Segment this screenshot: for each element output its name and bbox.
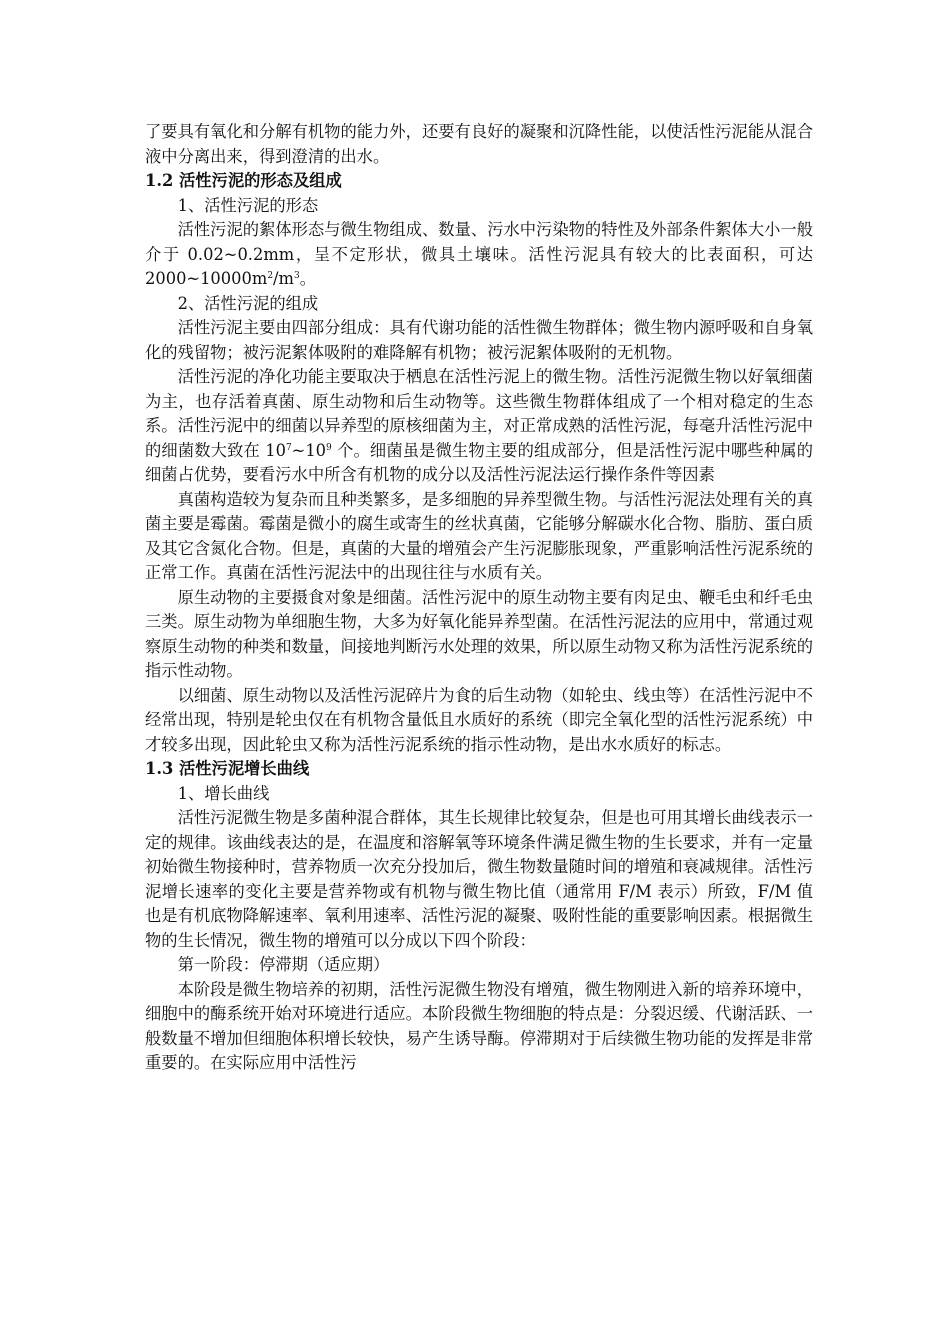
subheading-morphology: 1、活性污泥的形态 bbox=[177, 195, 319, 215]
subheading-lag-phase: 第一阶段：停滞期（适应期） bbox=[177, 955, 390, 974]
paragraph-morphology bbox=[145, 218, 813, 292]
text-run: 个。细菌虽是微生物主要的组成部分，但是活性污泥中哪些种属的细菌占优势，要看污水中所含有机物的成分以及活性污泥法运行操作条件等因素 bbox=[145, 440, 813, 484]
superscript: 2 bbox=[267, 271, 274, 281]
text-run: /m bbox=[273, 269, 294, 288]
text-run: ~10 bbox=[291, 440, 327, 460]
subheading-composition: 2、活性污泥的组成 bbox=[177, 293, 319, 313]
paragraph-fungi: 真菌构造较为复杂而且种类繁多，是多细胞的异养型微生物。与活性污泥法处理有关的真菌主要是霉菌。霉菌是微小的腐生或寄生的丝状真菌，它能够分解碳水化合物、脂肪、蛋白质及其它含氮化合物。但是，真菌的大量的增殖会产生污泥膨胀现象，严重影响活性污泥系统的正常工作。真菌在活性污泥法中的出现往往与水质有关。 bbox=[145, 489, 813, 582]
paragraph-microorganisms bbox=[145, 365, 813, 488]
paragraph-lag-phase: 本阶段是微生物培养的初期，活性污泥微生物没有增殖，微生物刚进入新的培养环境中，细胞中的酶系统开始对环境进行适应。本阶段微生物细胞的特点是：分裂迟缓、代谢活跃、一般数量不增加但细胞体积增长较快，易产生诱导酶。停滞期对于后续微生物功能的发挥是非常重要的。在实际应用中活性污 bbox=[145, 979, 813, 1072]
text-run: 。 bbox=[299, 269, 317, 288]
text-run: 活性污泥的絮体形态与微生物组成、数量、污水中污染物的特性及外部条件絮体大小一般介于 0.02~0.2mm，呈不定形状，微具土壤味。活性污泥具有较大的比表面积，可达 2000~10000m bbox=[145, 220, 813, 288]
text-run: 活性污泥的净化功能主要取决于栖息在活性污泥上的微生物。活性污泥微生物以好氧细菌为主，也存活着真菌、原生动物和后生动物等。这些微生物群体组成了一个相对稳定的生态系。活性污泥中的细菌以异养型的原核细菌为主，对正常成熟的活性污泥，每毫升活性污泥中的细菌数大致在 10 bbox=[145, 367, 813, 460]
superscript: 7 bbox=[285, 442, 292, 453]
paragraph-metazoa: 以细菌、原生动物以及活性污泥碎片为食的后生动物（如轮虫、线虫等）在活性污泥中不经常出现，特别是轮虫仅在有机物含量低且水质好的系统（即完全氧化型的活性污泥系统）中才较多出现，因此轮虫又称为活性污泥系统的指示性动物，是出水水质好的标志。 bbox=[145, 685, 813, 754]
section-heading-1-2: 1.2 活性污泥的形态及组成 bbox=[145, 171, 342, 190]
document-page bbox=[145, 120, 813, 1076]
paragraph-growth-curve: 活性污泥微生物是多菌种混合群体，其生长规律比较复杂，但是也可用其增长曲线表示一定的规律。该曲线表达的是，在温度和溶解氧等环境条件满足微生物的生长要求，并有一定量初始微生物接种时，营养物质一次充分投加后，微生物数量随时间的增殖和衰减规律。活性污泥增长速率的变化主要是营养物或有机物与微生物比值（通常用 F/M 表示）所致，F/M 值也是有机底物降解速率、氧利用速率、活性污泥的凝聚、吸附性能的重要影响因素。根据微生物的生长情况，微生物的增殖可以分成以下四个阶段： bbox=[145, 808, 813, 950]
superscript: 3 bbox=[293, 271, 300, 281]
subheading-growth-curve: 1、增长曲线 bbox=[177, 783, 270, 803]
paragraph-composition: 活性污泥主要由四部分组成：具有代谢功能的活性微生物群体；微生物内源呼吸和自身氧化的残留物；被污泥絮体吸附的难降解有机物；被污泥絮体吸附的无机物。 bbox=[145, 318, 813, 362]
paragraph-protozoa: 原生动物的主要摄食对象是细菌。活性污泥中的原生动物主要有肉足虫、鞭毛虫和纤毛虫三类。原生动物为单细胞生物，大多为好氧化能异养型菌。在活性污泥法的应用中，常通过观察原生动物的种类和数量，间接地判断污水处理的效果，所以原生动物又称为活性污泥系统的指示性动物。 bbox=[145, 587, 813, 680]
superscript: 9 bbox=[326, 442, 332, 453]
paragraph-continued: 了要具有氧化和分解有机物的能力外，还要有良好的凝聚和沉降性能，以使活性污泥能从混合液中分离出来，得到澄清的出水。 bbox=[145, 122, 813, 166]
section-heading-1-3: 1.3 活性污泥增长曲线 bbox=[145, 759, 310, 778]
